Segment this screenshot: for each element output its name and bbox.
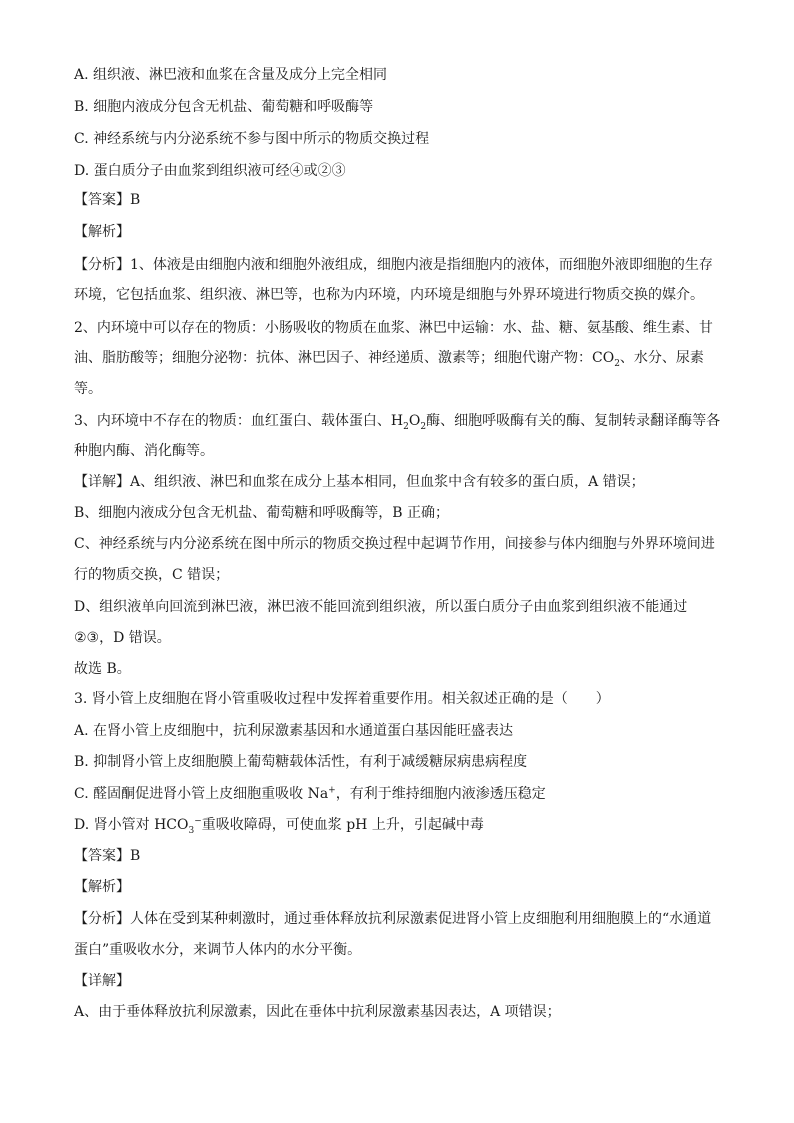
q3-answer: 【答案】B <box>74 848 141 864</box>
q2-option-b: B. 细胞内液成分包含无机盐、葡萄糖和呼吸酶等 <box>74 99 374 115</box>
q2-analysis-line-co2 <box>74 347 734 369</box>
h2o2-subscript-2: 2 <box>420 421 427 432</box>
q3-option-b: B. 抑制肾小管上皮细胞膜上葡萄糖载体活性，有利于减缓糖尿病患病程度 <box>74 754 528 770</box>
q3-option-c <box>74 783 734 805</box>
q3-option-c-text: C. 醛固酮促进肾小管上皮细胞重吸收 Na <box>74 786 329 802</box>
q2-conclusion: 故选 B。 <box>74 661 131 677</box>
q2-analysis-line-h2o2 <box>74 410 734 432</box>
q3-option-d-tail: 重吸收障碍，可使血浆 pH 上升，引起碱中毒 <box>201 817 484 833</box>
q2-detail-line: 【详解】A、组织液、淋巴和血浆在成分上基本相同，但血浆中含有较多的蛋白质，A 错误； <box>74 474 645 490</box>
q2-detail-line: D、组织液单向回流到淋巴液，淋巴液不能回流到组织液，所以蛋白质分子由血浆到组织液不能通过 <box>74 599 688 615</box>
q2-detail-line: B、细胞内液成分包含无机盐、葡萄糖和呼吸酶等，B 正确； <box>74 505 450 521</box>
hco3-superscript: − <box>194 816 202 827</box>
q2-detail-line: ②③，D 错误。 <box>74 630 171 646</box>
hco3-subscript: 3 <box>188 825 195 836</box>
h2o2-subscript-1: 2 <box>403 421 409 432</box>
q2-analysis-text: 油、脂肪酸等；细胞分泌物：抗体、淋巴因子、神经递质、激素等；细胞代谢产物：CO <box>74 350 615 366</box>
co2-subscript: 2 <box>614 358 620 369</box>
q2-analysis-label: 【解析】 <box>74 224 130 240</box>
q3-detail-label: 【详解】 <box>74 973 130 989</box>
q3-analysis-line: 【分析】人体在受到某种刺激时，通过垂体释放抗利尿激素促进肾小管上皮细胞利用细胞膜上的“水通道 <box>74 911 712 927</box>
q3-analysis-label: 【解析】 <box>74 879 130 895</box>
q3-option-d-text: D. 肾小管对 HCO <box>74 817 189 833</box>
q2-option-c: C. 神经系统与内分泌系统不参与图中所示的物质交换过程 <box>74 131 430 147</box>
na-superscript: + <box>328 785 336 796</box>
q2-analysis-line: 等。 <box>74 381 102 397</box>
q2-analysis-line: 【分析】1、体液是由细胞内液和细胞外液组成，细胞内液是指细胞内的液体，而细胞外液即细胞的生存 <box>74 257 713 273</box>
q2-detail-line: C、神经系统与内分泌系统在图中所示的物质交换过程中起调节作用，间接参与体内细胞与外界环境间进 <box>74 536 715 552</box>
q2-analysis-line: 环境，它包括血浆、组织液、淋巴等，也称为内环境，内环境是细胞与外界环境进行物质交换的媒介。 <box>74 287 704 303</box>
q3-option-d <box>74 814 734 836</box>
h2o2-o: O <box>408 413 421 429</box>
q2-analysis-text: 3、内环境中不存在的物质：血红蛋白、载体蛋白、H <box>74 413 404 429</box>
q3-detail-line: A、由于垂体释放抗利尿激素，因此在垂体中抗利尿激素基因表达，A 项错误； <box>74 1004 561 1020</box>
q2-analysis-text: 酶、细胞呼吸酶有关的酶、复制转录翻译酶等各 <box>426 413 721 429</box>
q2-answer: 【答案】B <box>74 192 141 208</box>
q2-detail-line: 行的物质交换，C 错误； <box>74 567 230 583</box>
q3-option-a: A. 在肾小管上皮细胞中，抗利尿激素基因和水通道蛋白基因能旺盛表达 <box>74 723 514 739</box>
q2-analysis-text: 、水分、尿素 <box>619 350 704 366</box>
q2-analysis-line: 种胞内酶、消化酶等。 <box>74 443 214 459</box>
q3-stem: 3. 肾小管上皮细胞在肾小管重吸收过程中发挥着重要作用。相关叙述正确的是（ ） <box>74 691 610 707</box>
q2-option-a: A. 组织液、淋巴液和血浆在含量及成分上完全相同 <box>74 67 388 83</box>
q2-option-d: D. 蛋白质分子由血浆到组织液可经④或②③ <box>74 163 346 179</box>
q3-option-c-tail: ，有利于维持细胞内液渗透压稳定 <box>335 786 546 802</box>
q3-analysis-line: 蛋白”重吸收水分，来调节人体内的水分平衡。 <box>74 942 362 958</box>
q2-analysis-line: 2、内环境中可以存在的物质：小肠吸收的物质在血浆、淋巴中运输：水、盐、糖、氨基酸、维生素、甘 <box>74 320 713 336</box>
